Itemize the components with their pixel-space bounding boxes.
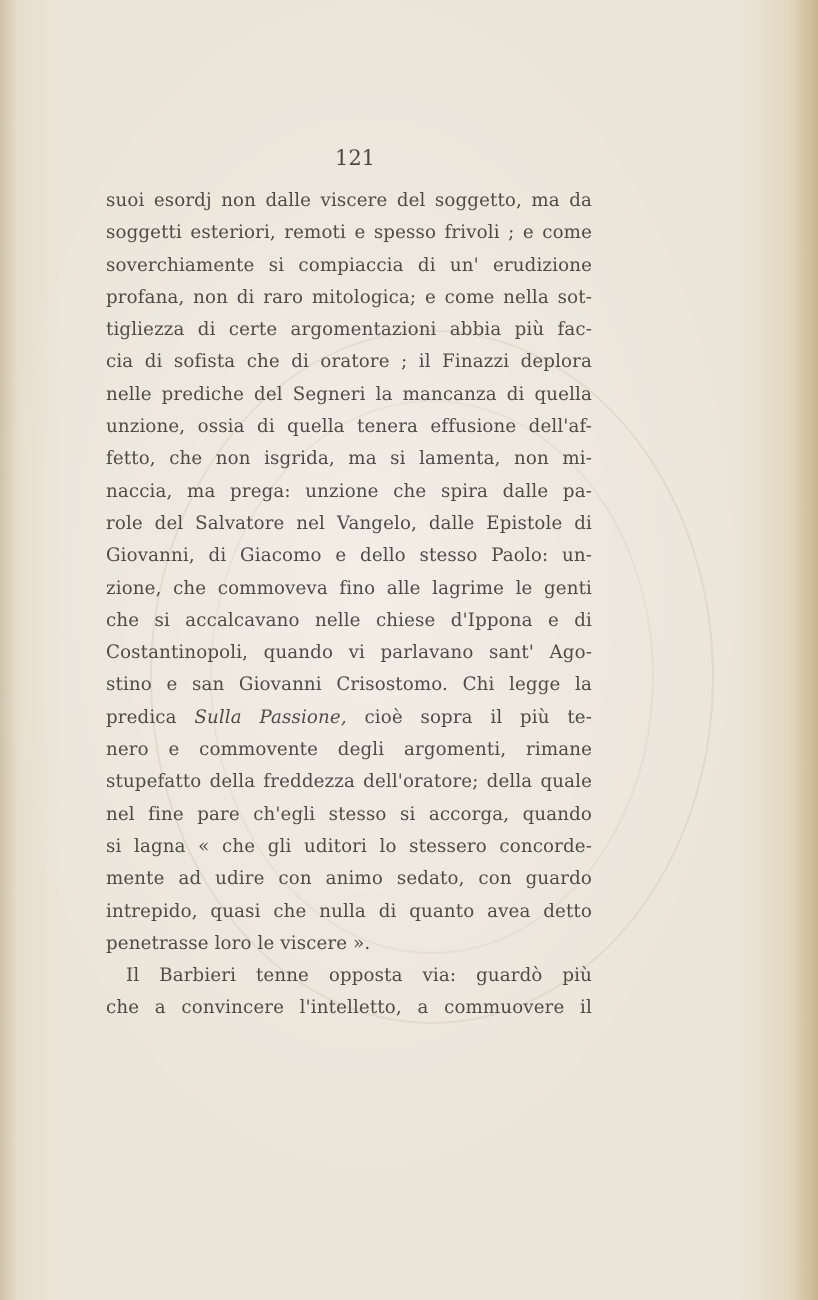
text-line: che si accalcavano nelle chiese d'Ippona e di <box>106 609 592 631</box>
text-line: zione, che commoveva fino alle lagrime le genti <box>106 577 592 599</box>
text-line: stupefatto della freddezza dell'oratore; della quale <box>106 771 592 793</box>
text-line: tigliezza di certe argomentazioni abbia più fac- <box>106 319 592 341</box>
text-segment: predica <box>106 706 195 728</box>
text-line: stino e san Giovanni Crisostomo. Chi legge la <box>106 674 592 696</box>
text-line: mente ad udire con animo sedato, con guardo <box>106 868 592 890</box>
text-line: si lagna « che gli uditori lo stessero concorde- <box>106 835 592 857</box>
text-line: soggetti esteriori, remoti e spesso frivoli ; e come <box>106 222 592 244</box>
text-line: intrepido, quasi che nulla di quanto avea detto <box>106 900 592 922</box>
paragraph-start-line: Il Barbieri tenne opposta via: guardò più <box>126 965 592 987</box>
text-segment: cioè sopra il più te- <box>346 706 592 728</box>
italic-title: Sulla Passione, <box>194 706 347 728</box>
body-text <box>106 185 592 1025</box>
text-line: naccia, ma prega: unzione che spira dalle pa- <box>106 480 592 502</box>
text-line: Costantinopoli, quando vi parlavano sant' Ago- <box>106 642 592 664</box>
text-line: fetto, che non isgrida, ma si lamenta, non mi- <box>106 448 592 470</box>
text-line: unzione, ossia di quella tenera effusione dell'af- <box>106 416 592 438</box>
text-line: soverchiamente si compiaccia di un' erudizione <box>106 254 592 276</box>
text-line: che a convincere l'intelletto, a commuovere il <box>106 997 592 1019</box>
text-line: nero e commovente degli argomenti, rimane <box>106 739 592 761</box>
text-line: nel fine pare ch'egli stesso si accorga, quando <box>106 803 592 825</box>
text-line-with-italic <box>106 702 592 734</box>
text-line: nelle prediche del Segneri la mancanza di quella <box>106 383 592 405</box>
text-line: profana, non di raro mitologica; e come nella sot- <box>106 286 592 308</box>
text-line: cia di sofista che di oratore ; il Finazzi deplora <box>106 351 592 373</box>
text-line: penetrasse loro le viscere ». <box>106 932 371 954</box>
text-line: suoi esordj non dalle viscere del soggetto, ma da <box>106 190 592 211</box>
text-line: role del Salvatore nel Vangelo, dalle Epistole di <box>106 512 592 534</box>
page-number: 121 <box>334 146 376 170</box>
text-line: Giovanni, di Giacomo e dello stesso Paolo: un- <box>106 545 592 567</box>
